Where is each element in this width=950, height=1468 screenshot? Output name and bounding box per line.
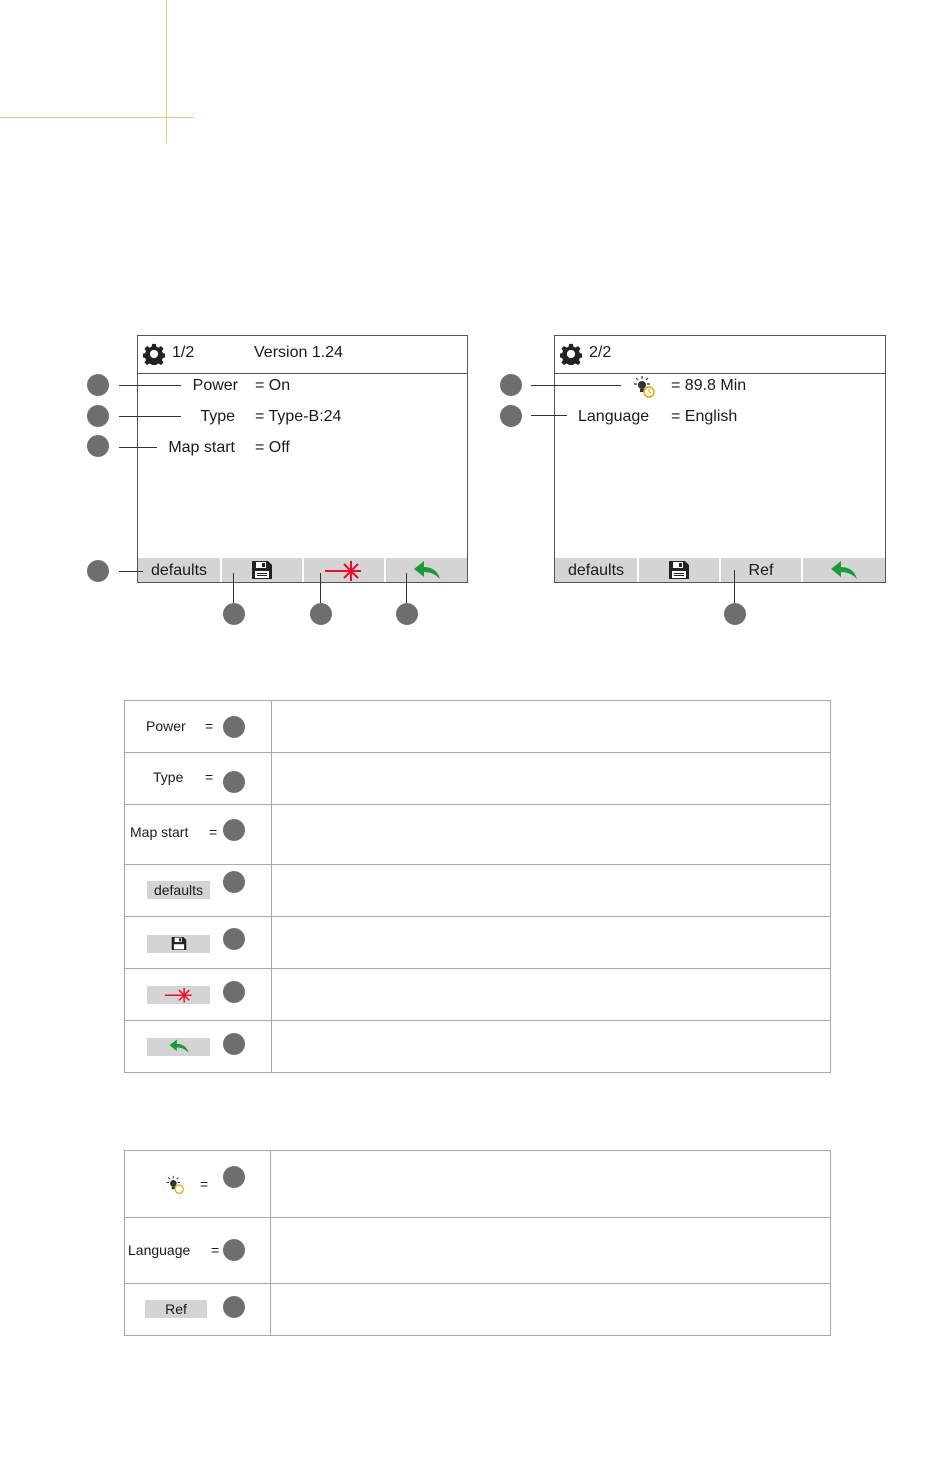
table-row xyxy=(125,701,831,753)
table-cell xyxy=(125,969,272,1021)
callout-badge xyxy=(223,981,245,1003)
callout-badge xyxy=(223,1296,245,1318)
language-label: Language xyxy=(128,1242,191,1258)
equals-sign: = xyxy=(211,1242,220,1258)
leader-line xyxy=(531,415,567,416)
defaults-key: defaults xyxy=(147,881,210,899)
table-row xyxy=(125,1151,831,1218)
description-cell xyxy=(272,1021,831,1073)
legend-table-page-1 xyxy=(124,700,831,1073)
ref-key: Ref xyxy=(145,1300,207,1318)
callout-badge xyxy=(223,871,245,893)
description-cell xyxy=(272,969,831,1021)
save-icon xyxy=(668,560,690,580)
table-row xyxy=(125,805,831,865)
page-indicator: 1/2 xyxy=(172,344,195,361)
callout-power xyxy=(87,374,109,396)
table-row xyxy=(125,917,831,969)
table-row xyxy=(125,753,831,805)
laser-icon xyxy=(165,986,193,1003)
table-row xyxy=(125,1284,831,1336)
type-label: Type xyxy=(153,769,184,785)
callout-back xyxy=(396,603,418,625)
map-start-label: Map start xyxy=(130,824,189,840)
callout-defaults xyxy=(87,560,109,582)
back-arrow-icon xyxy=(412,559,442,581)
map-start-label: Map start xyxy=(168,439,235,456)
table-cell xyxy=(125,1021,272,1073)
table-cell xyxy=(125,1218,271,1284)
table-cell xyxy=(125,701,272,753)
callout-ref xyxy=(724,603,746,625)
table-cell xyxy=(125,805,272,865)
description-cell xyxy=(272,753,831,805)
ref-softkey[interactable]: Ref xyxy=(721,558,803,582)
backlight-value: = 89.8 Min xyxy=(671,377,747,394)
settings-screen-page-2 xyxy=(554,335,886,583)
laser-key xyxy=(147,986,210,1004)
description-cell xyxy=(272,865,831,917)
leader-line xyxy=(734,570,735,603)
callout-badge xyxy=(223,819,245,841)
description-cell xyxy=(271,1218,831,1284)
leader-line xyxy=(119,385,181,386)
leader-line xyxy=(233,573,234,603)
equals-sign: = xyxy=(209,824,218,840)
callout-badge xyxy=(223,1239,245,1261)
power-label: Power xyxy=(192,377,238,394)
save-icon xyxy=(171,936,187,951)
equals-sign: = xyxy=(205,769,214,785)
screen-header xyxy=(555,336,885,374)
legend-table-page-2 xyxy=(124,1150,831,1336)
gear-icon xyxy=(560,343,582,365)
leader-line xyxy=(119,416,181,417)
leader-line xyxy=(320,573,321,603)
language-value: = English xyxy=(671,408,738,425)
table-cell xyxy=(125,753,272,805)
screen-header xyxy=(138,336,467,374)
defaults-softkey[interactable]: defaults xyxy=(555,558,639,582)
softkey-bar xyxy=(138,558,467,582)
laser-softkey[interactable] xyxy=(304,558,386,582)
save-icon xyxy=(251,560,273,580)
leader-line xyxy=(406,573,407,603)
back-key xyxy=(147,1038,210,1056)
power-value: = On xyxy=(255,377,291,394)
callout-map-start xyxy=(87,435,109,457)
callout-laser xyxy=(310,603,332,625)
crop-mark-horizontal xyxy=(0,117,194,118)
save-key xyxy=(147,935,210,953)
leader-line xyxy=(119,447,157,448)
crop-mark-vertical xyxy=(166,0,167,143)
table-cell xyxy=(125,917,272,969)
back-arrow-icon xyxy=(829,559,859,581)
callout-badge xyxy=(223,928,245,950)
description-cell xyxy=(272,917,831,969)
save-softkey[interactable] xyxy=(639,558,721,582)
callout-language xyxy=(500,405,522,427)
callout-badge xyxy=(223,716,245,738)
power-label: Power xyxy=(146,718,186,734)
table-cell xyxy=(125,865,272,917)
description-cell xyxy=(271,1284,831,1336)
callout-badge xyxy=(223,771,245,793)
version-label: Version 1.24 xyxy=(254,344,343,361)
leader-line xyxy=(531,385,621,386)
callout-backlight xyxy=(500,374,522,396)
backlight-timer-icon xyxy=(631,375,657,399)
laser-icon xyxy=(325,559,363,581)
settings-screen-page-1 xyxy=(137,335,468,583)
leader-line xyxy=(119,571,143,572)
type-label: Type xyxy=(200,408,235,425)
back-arrow-icon xyxy=(168,1038,190,1054)
table-row xyxy=(125,1021,831,1073)
callout-badge xyxy=(223,1166,245,1188)
softkey-bar xyxy=(555,558,885,582)
language-label: Language xyxy=(578,408,650,425)
table-row xyxy=(125,865,831,917)
back-softkey[interactable] xyxy=(803,558,885,582)
table-cell xyxy=(125,1151,271,1218)
description-cell xyxy=(271,1151,831,1218)
save-softkey[interactable] xyxy=(222,558,304,582)
map-start-value: = Off xyxy=(255,439,290,456)
back-softkey[interactable] xyxy=(386,558,467,582)
table-cell xyxy=(125,1284,271,1336)
equals-sign: = xyxy=(200,1176,209,1192)
defaults-softkey[interactable]: defaults xyxy=(138,558,222,582)
gear-icon xyxy=(143,343,165,365)
callout-type xyxy=(87,405,109,427)
callout-badge xyxy=(223,1033,245,1055)
table-row xyxy=(125,969,831,1021)
backlight-timer-icon xyxy=(164,1175,186,1195)
description-cell xyxy=(272,701,831,753)
page-indicator: 2/2 xyxy=(589,344,612,361)
table-row xyxy=(125,1218,831,1284)
callout-save xyxy=(223,603,245,625)
description-cell xyxy=(272,805,831,865)
type-value: = Type-B:24 xyxy=(255,408,342,425)
equals-sign: = xyxy=(205,718,214,734)
